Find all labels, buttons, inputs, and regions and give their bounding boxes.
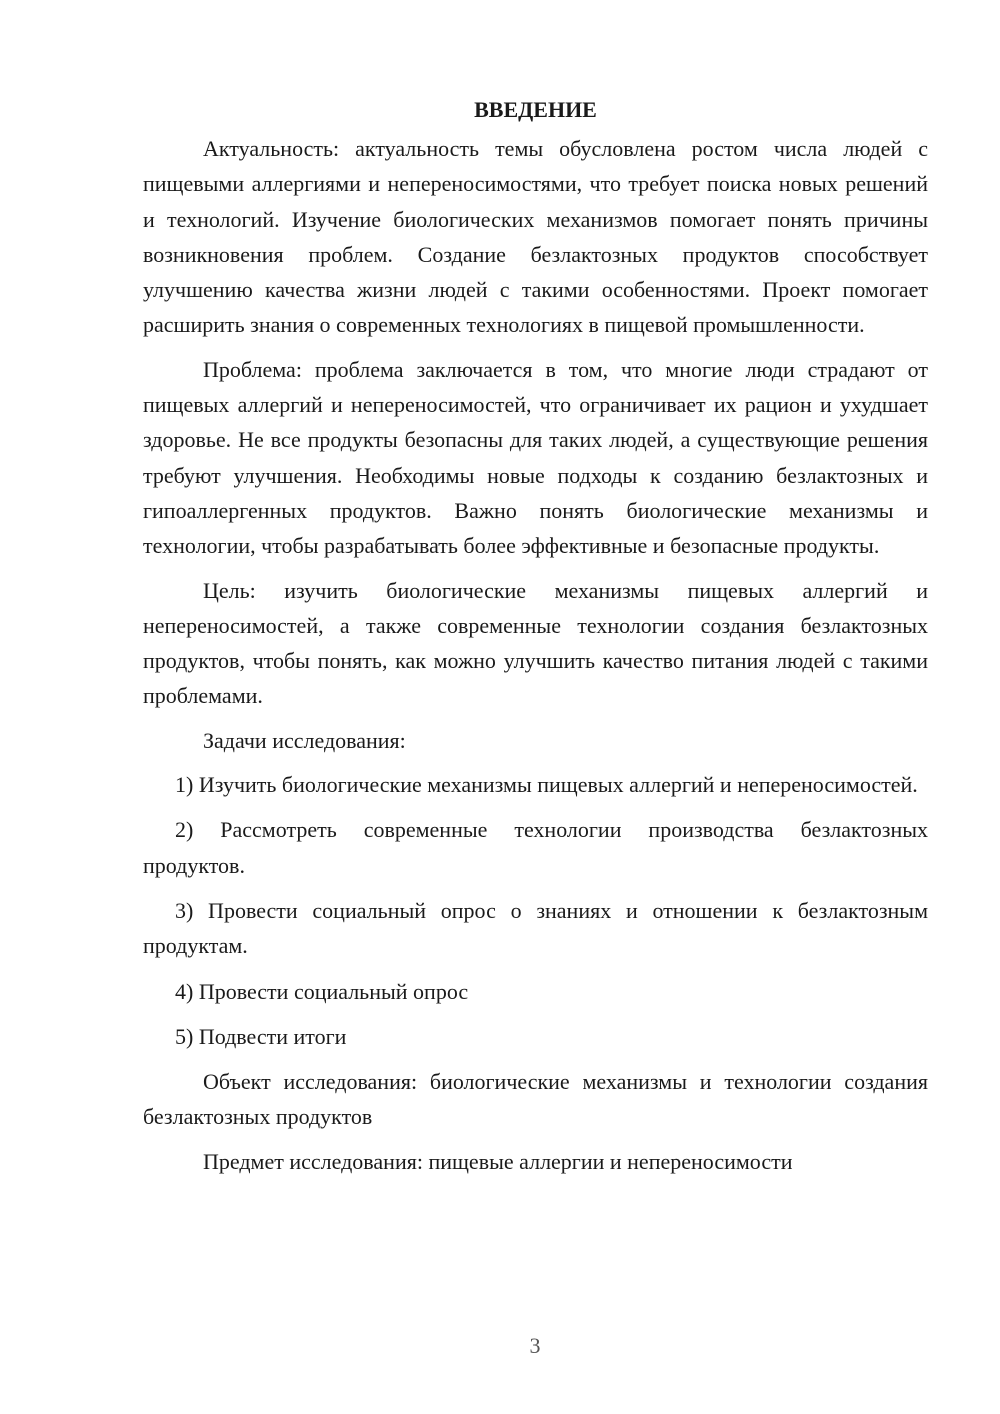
task-item: 4) Провести социальный опрос (175, 978, 469, 1004)
task-item: 2) Рассмотреть современные технологии производства безлактозных продуктов. (143, 817, 928, 878)
goal-paragraph: Цель: изучить биологические механизмы пищевых аллергий и непереносимостей, а также современные технологии создания безлактозных продуктов, чтобы понять, как можно улучшить качество питания людей с такими проблемами. (143, 577, 928, 709)
task-item: 5) Подвести итоги (175, 1023, 347, 1049)
task-item: 1) Изучить биологические механизмы пищевых аллергий и непереносимостей. (175, 772, 918, 798)
tasks-heading: Задачи исследования: (203, 727, 406, 753)
problem-paragraph: Проблема: проблема заключается в том, что многие люди страдают от пищевых аллергий и непереносимостей, что ограничивает их рацион и ухудшает здоровье. Не все продукты безопасны для таких людей, а существующие решения требуют улучшения. Необходимы новые подходы к созданию безлактозных и гипоаллергенных продуктов. Важно понять биологические механизмы и технологии, чтобы разрабатывать более эффективные и безопасные продукты. (143, 356, 928, 559)
subject-paragraph: Предмет исследования: пищевые аллергии и непереносимости (203, 1148, 793, 1174)
task-item: 3) Провести социальный опрос о знаниях и отношении к безлактозным продуктам. (143, 897, 928, 959)
tasks-list (143, 767, 928, 1054)
object-paragraph: Объект исследования: биологические механизмы и технологии создания безлактозных продуктов (143, 1069, 928, 1130)
relevance-paragraph: Актуальность: актуальность темы обусловлена ростом числа людей с пищевыми аллергиями и непереносимостями, что требует поиска новых решений и технологий. Изучение биологических механизмов помогает понять причины возникновения проблем. Создание безлактозных продуктов способствует улучшению качества жизни людей с такими особенностями. Проект помогает расширить знания о современных технологиях в пищевой промышленности. (143, 136, 928, 338)
page-title: ВВЕДЕНИЕ (474, 97, 597, 122)
page-number: 3 (529, 1333, 541, 1358)
document-page (143, 92, 928, 1188)
